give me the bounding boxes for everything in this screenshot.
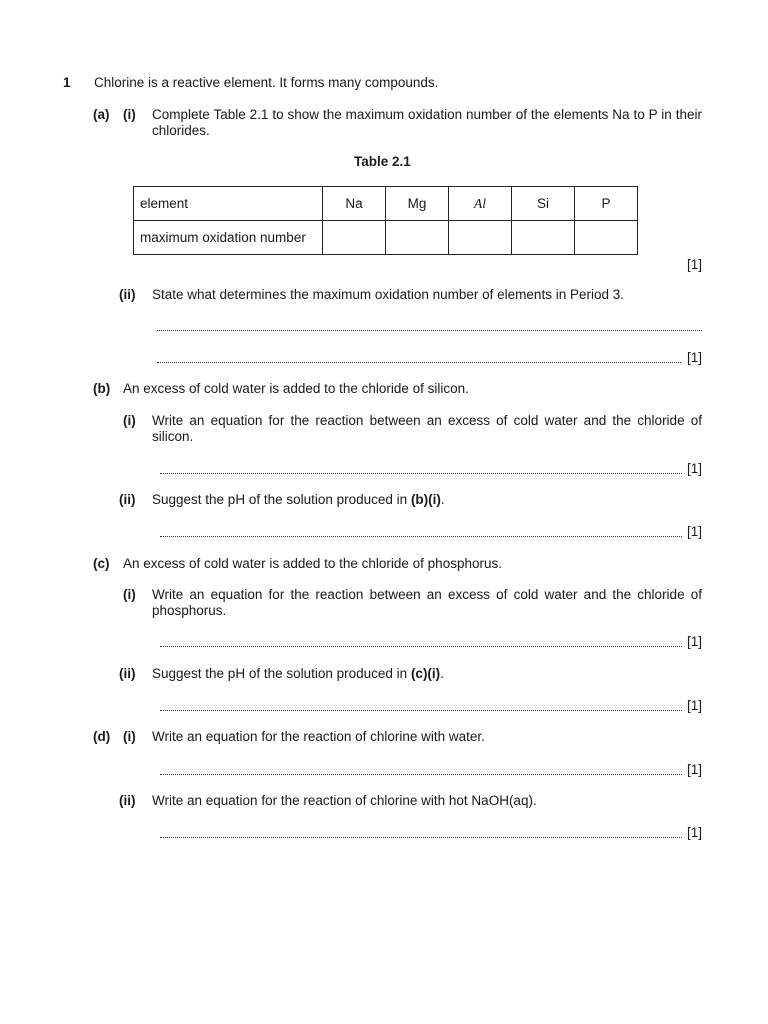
mark-d-i: [1] (687, 762, 703, 777)
answer-cell-na[interactable] (323, 221, 386, 255)
answer-line-a-ii-2[interactable] (157, 352, 681, 363)
part-c-ii-label: (ii) (119, 666, 136, 681)
part-c-i-label: (i) (123, 587, 136, 602)
answer-cell-mg[interactable] (386, 221, 449, 255)
part-d-i-text: Write an equation for the reaction of chlorine with water. (152, 729, 485, 744)
answer-line-c-ii[interactable] (160, 700, 682, 711)
part-a-ii-text: State what determines the maximum oxidation number of elements in Period 3. (152, 287, 624, 302)
mark-d-ii: [1] (687, 825, 703, 840)
part-b-i-label: (i) (123, 413, 136, 428)
part-a-i-text: Complete Table 2.1 to show the maximum oxidation number of the elements Na to P in their chlorides. (152, 107, 702, 138)
question-intro: Chlorine is a reactive element. It forms many compounds. (94, 75, 439, 90)
answer-line-b-ii[interactable] (160, 526, 682, 537)
part-c-ii-text: Suggest the pH of the solution produced in (c)(i). (152, 666, 444, 681)
part-d-i-label: (i) (123, 729, 136, 744)
part-d-ii-label: (ii) (119, 793, 136, 808)
part-a-ii-label: (ii) (119, 287, 136, 302)
table-row-label-element: element (134, 187, 323, 221)
part-a-i-label: (i) (123, 107, 136, 122)
part-b-ii-text: Suggest the pH of the solution produced in (b)(i). (152, 492, 445, 507)
table-row-label-oxidation: maximum oxidation number (134, 221, 323, 255)
part-b-label: (b) (93, 381, 111, 396)
part-d-ii-text: Write an equation for the reaction of chlorine with hot NaOH(aq). (152, 793, 537, 808)
table-cell-mg: Mg (386, 187, 449, 221)
answer-line-d-ii[interactable] (160, 827, 682, 838)
part-b-ii-label: (ii) (119, 492, 136, 507)
answer-line-a-ii-1[interactable] (157, 320, 702, 331)
answer-cell-al[interactable] (449, 221, 512, 255)
mark-b-ii: [1] (687, 524, 703, 539)
table-cell-si: Si (512, 187, 575, 221)
table-row-elements (134, 187, 638, 221)
question-number: 1 (63, 75, 71, 90)
mark-a-ii: [1] (687, 350, 703, 365)
part-c-text: An excess of cold water is added to the chloride of phosphorus. (123, 556, 502, 571)
part-d-label: (d) (93, 729, 111, 744)
answer-cell-p[interactable] (575, 221, 638, 255)
mark-c-i: [1] (687, 634, 703, 649)
table-row-oxidation (134, 221, 638, 255)
answer-line-d-i[interactable] (160, 764, 682, 775)
table-cell-al: Al (449, 187, 512, 221)
table-cell-p: P (575, 187, 638, 221)
part-b-text: An excess of cold water is added to the chloride of silicon. (123, 381, 469, 396)
part-b-i-text: Write an equation for the reaction between an excess of cold water and the chloride of silicon. (152, 413, 702, 444)
part-c-i-text: Write an equation for the reaction between an excess of cold water and the chloride of phosphorus. (152, 587, 702, 618)
table-caption: Table 2.1 (354, 154, 411, 169)
answer-line-b-i[interactable] (160, 463, 682, 474)
answer-cell-si[interactable] (512, 221, 575, 255)
part-a-label: (a) (93, 107, 110, 122)
part-c-label: (c) (93, 556, 110, 571)
table-cell-na: Na (323, 187, 386, 221)
mark-b-i: [1] (687, 461, 703, 476)
answer-line-c-i[interactable] (160, 636, 682, 647)
mark-c-ii: [1] (687, 698, 703, 713)
oxidation-table (133, 186, 638, 255)
mark-a-i: [1] (687, 257, 703, 272)
